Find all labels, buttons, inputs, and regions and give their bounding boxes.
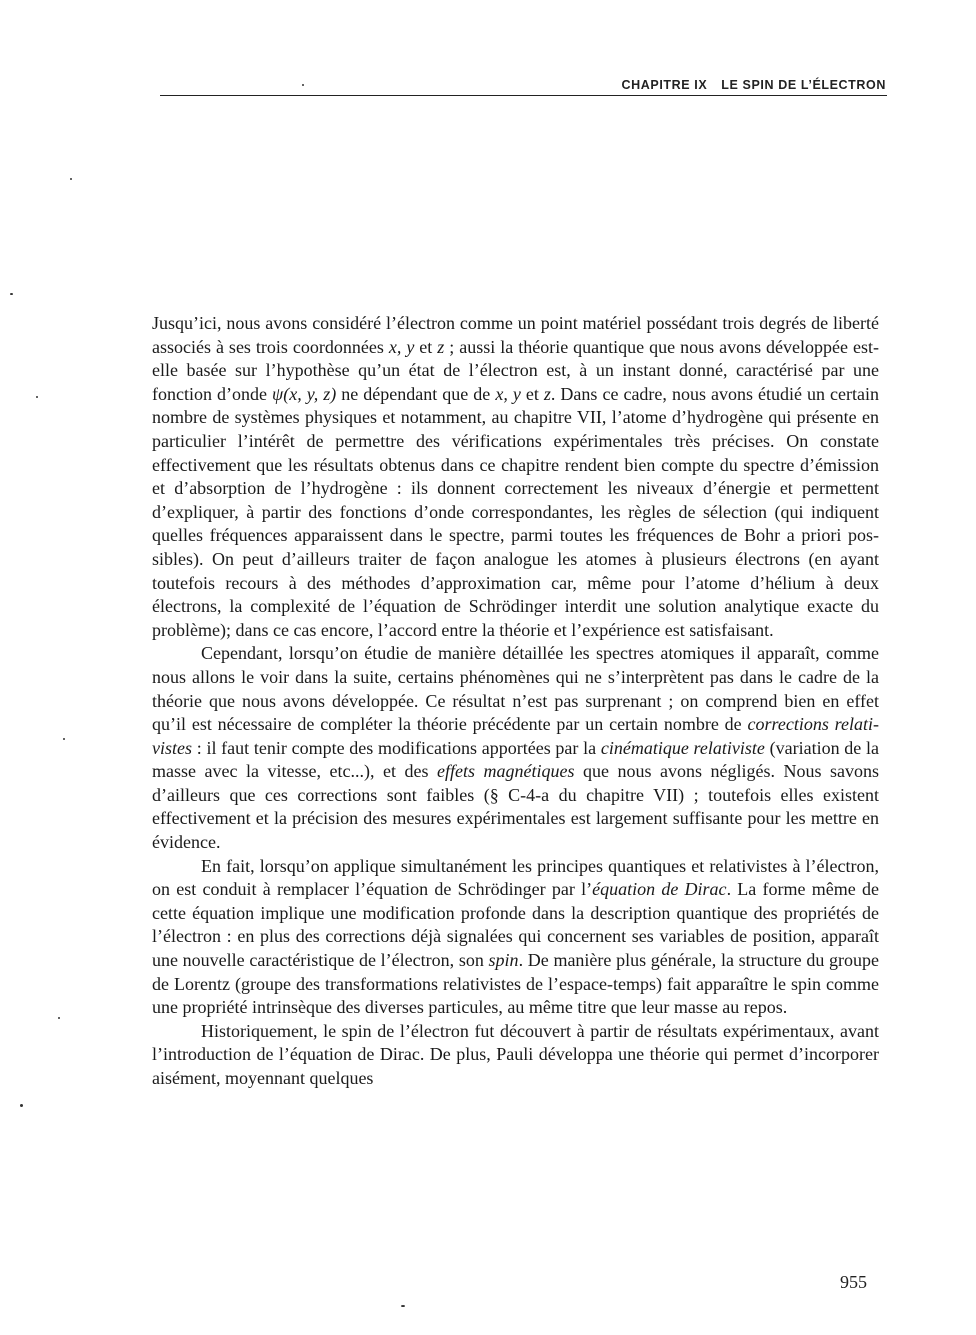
scan-speck [302,84,304,86]
paragraph-text: . La forme même de cette équation implique une modification profonde dans la description quantique des propriétés de l’électron : en plus des corrections déjà signalées qui concernent ses variables de position, apparaît une nouvelle caractéristique de l’électron, son [152,879,879,971]
running-head [622,78,886,92]
paragraph-text: et [414,336,438,357]
paragraph-text: et [520,383,544,404]
body-text [152,312,879,1091]
italic-text: spin [488,950,519,971]
italic-text: cinématique relativiste [600,737,765,758]
paragraph [152,312,879,642]
paragraph-text: . De manière plus générale, la structure du groupe de Lorentz (groupe des transformations relativistes de l’espace-temps) fait apparaître le spin comme une propriété intrinsèque des diverses particules, au même titre que leur masse au repos. [152,950,880,1018]
italic-text: ψ(x, y, z) [272,383,337,404]
italic-text: x, y [495,383,521,404]
paragraph-text: Historiquement, le spin de l’électron fut découvert à partir de résultats expérimentaux, avant l’introduction de l’équation de Dirac. De plus, Pauli développa une théorie qui permet d’incorporer aisément, moyennant quelques [152,1020,879,1088]
scan-speck [63,738,65,740]
italic-text: corrections relativistes [152,714,879,758]
italic-text: x, y [388,336,415,357]
page-number: 955 [840,1272,867,1292]
paragraph-text: Cependant, lorsqu’on étudie de manière détaillée les spectres atomiques il apparaît, comme nous allons le voir dans la suite, certains phénomènes qui ne s’interprètent pas dans le cadre de la théorie que nous avons développée. Ce résultat n’est pas surprenant ; on comprend bien en effet qu’il est nécessaire de compléter la théorie précédente par un certain nombre de [152,643,879,735]
paragraph [152,1020,879,1091]
running-head-chapter: CHAPITRE IX [621,78,708,92]
italic-text: équation de Dirac [592,879,727,900]
paragraph-text: . Dans ce cadre, nous avons étudié un certain nombre de systèmes physiques et notamment, au chapitre VII, l’atome d’hydrogène qui présente en particulier l’intérêt de permettre des vérifications expérimentales très précises. On constate effectivement que les résultats obtenus dans ce chapitre rendent bien compte du spectre d’émission et d’absorption de l’hydrogène : ils donnent correctement les niveaux d’énergie et permettent d’expliquer, à partir des fonctions d’onde correspondantes, les règles de sélection (qui indiquent quelles fréquences apparaissent dans le spectre, parmi toutes les fréquences de Bohr a priori possibles). On peut d’ailleurs traiter de façon analogue les atomes à plusieurs électrons (en ayant toutefois recours à des méthodes d’approximation car, même pour l’atome d’hélium à deux électrons, la complexité de l’équation de Schrödinger interdit une solution analytique exacte du problème); dans ce cas encore, l’accord entre la théorie et l’expérience est satisfaisant. [152,383,879,640]
paragraph [152,642,879,854]
paragraph-text: : il faut tenir compte des modifications apportées par la [192,737,601,758]
scan-speck [58,1017,60,1019]
scan-speck [10,293,13,295]
paragraph-text: ; aussi la théorie quantique que nous avons développée est-elle basée sur l’hypothèse qu’un état de l’électron est, à un instant donné, caractérisé par une fonction d’onde [152,336,879,404]
italic-text: effets magnétiques [436,761,575,782]
paragraph-text: que nous avons négligés. Nous savons d’ailleurs que ces corrections sont faibles (§ C-4-a du chapitre VII) ; toutefois elles existent effectivement et la précision des mesures expérimentales est largement suffisante pour les mettre en évidence. [152,761,879,853]
paragraph-text: En fait, lorsqu’on applique simultanément les principes quantiques et relativistes à l’électron, on est conduit à remplacer l’équation de Schrödinger par l’ [152,855,879,900]
scan-speck [36,396,38,398]
running-head-title: LE SPIN DE L’ÉLECTRON [721,78,886,92]
paragraph-text: (variation de la masse avec la vitesse, etc...), et des [152,737,879,782]
scan-speck [70,178,72,180]
italic-text: z [437,336,445,357]
italic-text: z [543,383,551,404]
paragraph-text: ne dépendant que de [336,383,496,404]
scan-speck [401,1305,405,1307]
header-rule [160,95,887,96]
paragraph [152,855,879,1020]
scan-speck [20,1104,23,1107]
paragraph-text: Jusqu’ici, nous avons considéré l’électron comme un point matériel possédant trois degrés de liberté associés à ses trois coordonnées [152,313,879,357]
